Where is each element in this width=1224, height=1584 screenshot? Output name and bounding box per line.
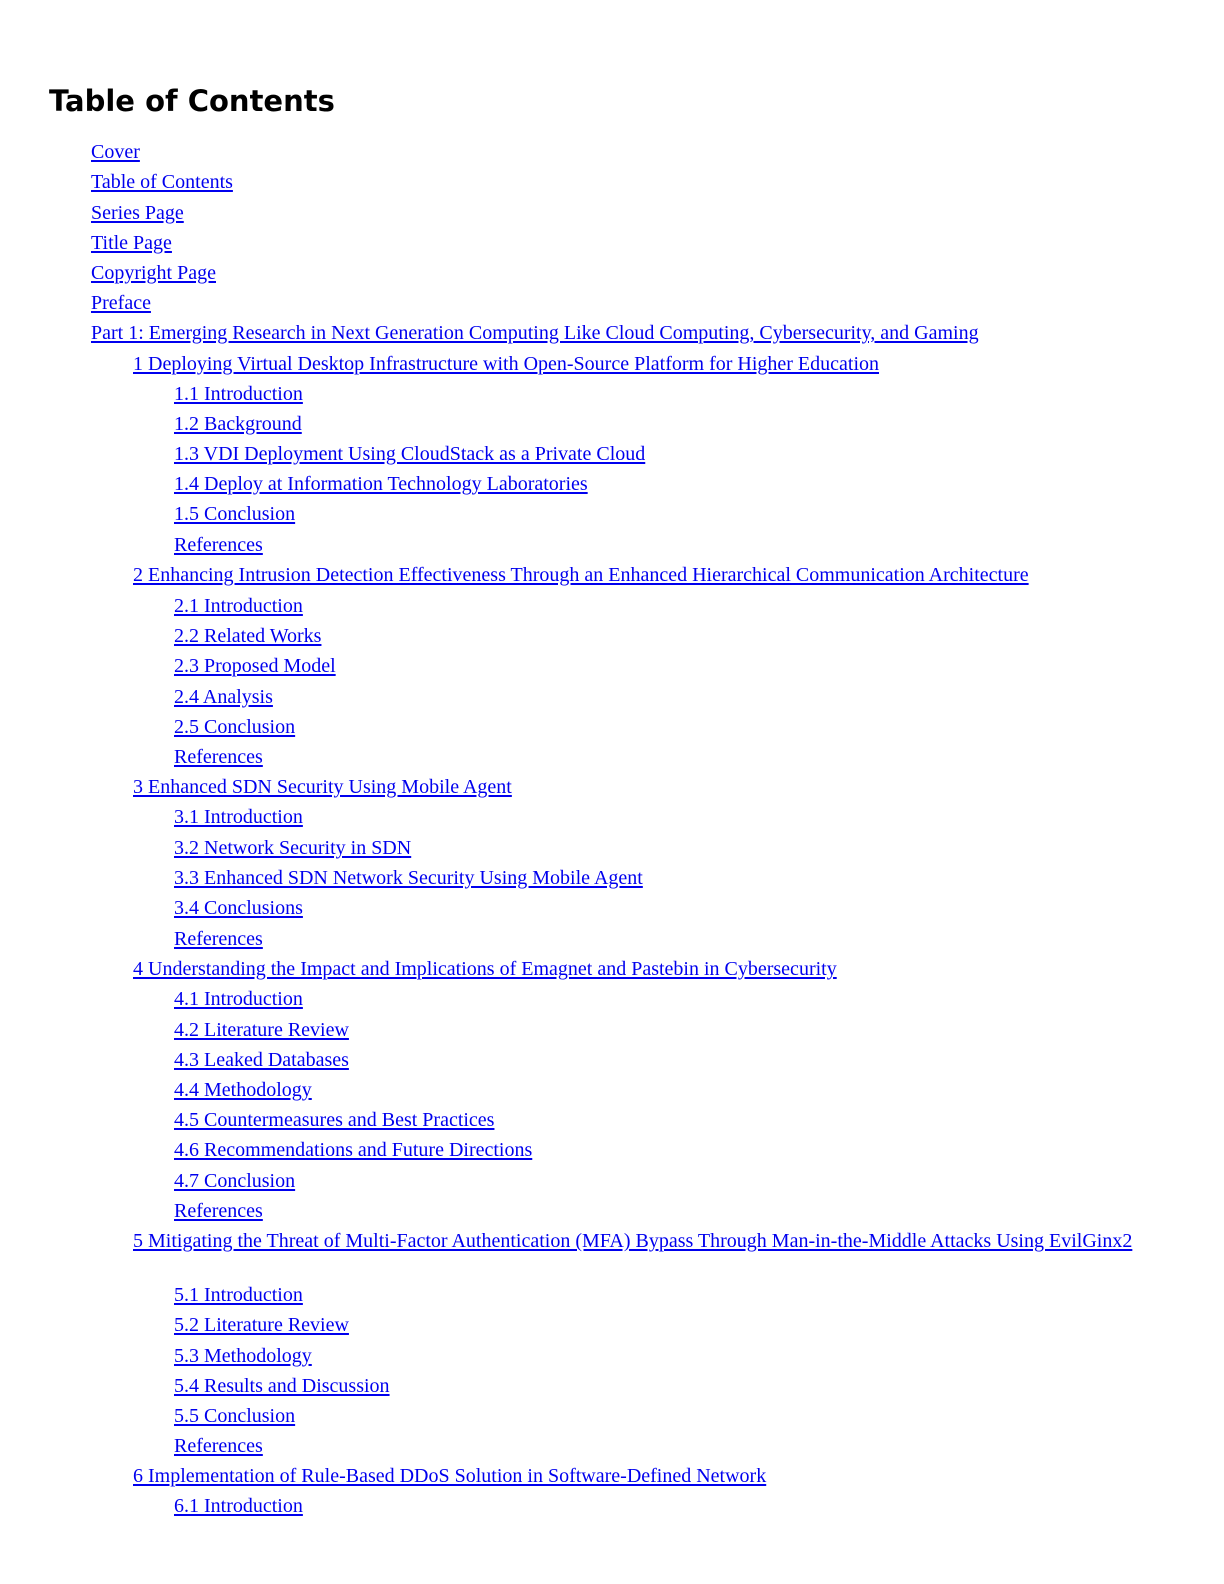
toc-entry-level-2 [174, 1494, 303, 1518]
toc-entry-level-2 [174, 442, 645, 466]
toc-entry-level-2 [174, 412, 302, 436]
toc-link[interactable]: 1 Deploying Virtual Desktop Infrastructure with Open-Source Platform for Higher Education [133, 353, 880, 375]
toc-entry-level-2 [174, 896, 303, 920]
toc-entry-level-2 [174, 654, 336, 678]
toc-entry-level-2 [174, 1078, 312, 1102]
toc-entry-level-2 [174, 685, 273, 709]
toc-entry-level-2 [174, 1283, 303, 1307]
toc-entry-level-2 [174, 866, 643, 890]
toc-entry-level-2 [174, 502, 295, 526]
toc-link[interactable]: 3.3 Enhanced SDN Network Security Using Mobile Agent [174, 867, 643, 889]
toc-link[interactable]: 5 Mitigating the Threat of Multi-Factor Authentication (MFA) Bypass Through Man-in-the-Middle Attacks Using EvilGinx2 [133, 1230, 1133, 1252]
toc-entry-level-1 [133, 1229, 1165, 1253]
toc-link[interactable]: 4.3 Leaked Databases [174, 1049, 349, 1071]
toc-link[interactable]: 5.5 Conclusion [174, 1405, 296, 1427]
toc-entry-level-2 [174, 533, 263, 557]
toc-link[interactable]: Title Page [91, 232, 172, 254]
toc-link[interactable]: 4.2 Literature Review [174, 1019, 349, 1041]
toc-link[interactable]: 6.1 Introduction [174, 1495, 303, 1517]
toc-link[interactable]: References [174, 746, 263, 768]
toc-entry-level-1 [133, 352, 879, 376]
toc-link[interactable]: Table of Contents [91, 171, 233, 193]
toc-entry-level-2 [174, 624, 321, 648]
toc-link[interactable]: 2.3 Proposed Model [174, 655, 336, 677]
toc-link[interactable]: 3.4 Conclusions [174, 897, 303, 919]
toc-entry-level-1 [133, 957, 837, 981]
toc-entry-level-2 [174, 805, 303, 829]
toc-entry-level-2 [174, 715, 295, 739]
toc-entry-level-0 [91, 231, 172, 255]
toc-link[interactable]: 1.5 Conclusion [174, 503, 296, 525]
toc-entry-level-2 [174, 1434, 263, 1458]
toc-link[interactable]: 2.2 Related Works [174, 625, 322, 647]
toc-entry-level-2 [174, 594, 303, 618]
toc-link[interactable]: 4.5 Countermeasures and Best Practices [174, 1109, 495, 1131]
toc-link[interactable]: 6 Implementation of Rule-Based DDoS Solution in Software-Defined Network [133, 1465, 767, 1487]
toc-entry-level-2 [174, 1018, 349, 1042]
toc-entry-level-2 [174, 1313, 349, 1337]
toc-entry-level-2 [174, 1108, 494, 1132]
toc-link[interactable]: 4 Understanding the Impact and Implications of Emagnet and Pastebin in Cybersecurity [133, 958, 837, 980]
toc-link[interactable]: 1.1 Introduction [174, 383, 303, 405]
toc-entry-level-2 [174, 1048, 349, 1072]
toc-entry-level-2 [174, 836, 411, 860]
toc-entry-level-1 [133, 563, 1165, 587]
toc-link[interactable]: References [174, 928, 263, 950]
toc-link[interactable]: 4.4 Methodology [174, 1079, 312, 1101]
toc-link[interactable]: Part 1: Emerging Research in Next Generation Computing Like Cloud Computing, Cybersecurity, and Gaming [91, 322, 979, 344]
toc-link[interactable]: 1.4 Deploy at Information Technology Laboratories [174, 473, 588, 495]
toc-link[interactable]: References [174, 1435, 263, 1457]
toc-link[interactable]: 5.3 Methodology [174, 1345, 312, 1367]
page-title: Table of Contents [49, 84, 335, 118]
toc-link[interactable]: References [174, 534, 263, 556]
toc-entry-level-2 [174, 1344, 312, 1368]
toc-link[interactable]: 4.7 Conclusion [174, 1170, 296, 1192]
toc-link[interactable]: 4.6 Recommendations and Future Directions [174, 1139, 533, 1161]
toc-entry-level-0 [91, 321, 1123, 345]
toc-entry-level-0 [91, 291, 151, 315]
toc-link[interactable]: 5.2 Literature Review [174, 1314, 349, 1336]
toc-link[interactable]: References [174, 1200, 263, 1222]
toc-entry-level-2 [174, 1374, 390, 1398]
toc-link[interactable]: Cover [91, 141, 140, 163]
toc-link[interactable]: 2.4 Analysis [174, 686, 273, 708]
toc-link[interactable]: 2 Enhancing Intrusion Detection Effectiveness Through an Enhanced Hierarchical Communication Architecture [133, 564, 1029, 586]
toc-entry-level-2 [174, 1138, 532, 1162]
toc-entry-level-0 [91, 201, 184, 225]
toc-entry-level-2 [174, 472, 588, 496]
toc-entry-level-2 [174, 927, 263, 951]
toc-entry-level-0 [91, 140, 140, 164]
toc-entry-level-2 [174, 987, 303, 1011]
toc-link[interactable]: Copyright Page [91, 262, 216, 284]
toc-link[interactable]: 3 Enhanced SDN Security Using Mobile Agent [133, 776, 512, 798]
toc-entry-level-1 [133, 775, 512, 799]
toc-entry-level-2 [174, 1404, 295, 1428]
toc-link[interactable]: 5.1 Introduction [174, 1284, 303, 1306]
toc-link[interactable]: 1.3 VDI Deployment Using CloudStack as a Private Cloud [174, 443, 646, 465]
toc-entry-level-0 [91, 170, 233, 194]
toc-link[interactable]: 2.5 Conclusion [174, 716, 296, 738]
toc-entry-level-2 [174, 1169, 295, 1193]
toc-link[interactable]: 5.4 Results and Discussion [174, 1375, 390, 1397]
toc-entry-level-2 [174, 745, 263, 769]
toc-link[interactable]: 3.1 Introduction [174, 806, 303, 828]
toc-link[interactable]: Series Page [91, 202, 184, 224]
toc-link[interactable]: 2.1 Introduction [174, 595, 303, 617]
toc-link[interactable]: 1.2 Background [174, 413, 302, 435]
toc-link[interactable]: 3.2 Network Security in SDN [174, 837, 412, 859]
toc-entry-level-0 [91, 261, 216, 285]
toc-link[interactable]: 4.1 Introduction [174, 988, 303, 1010]
toc-entry-level-2 [174, 1199, 263, 1223]
toc-entry-level-1 [133, 1464, 766, 1488]
toc-link[interactable]: Preface [91, 292, 151, 314]
toc-entry-level-2 [174, 382, 303, 406]
